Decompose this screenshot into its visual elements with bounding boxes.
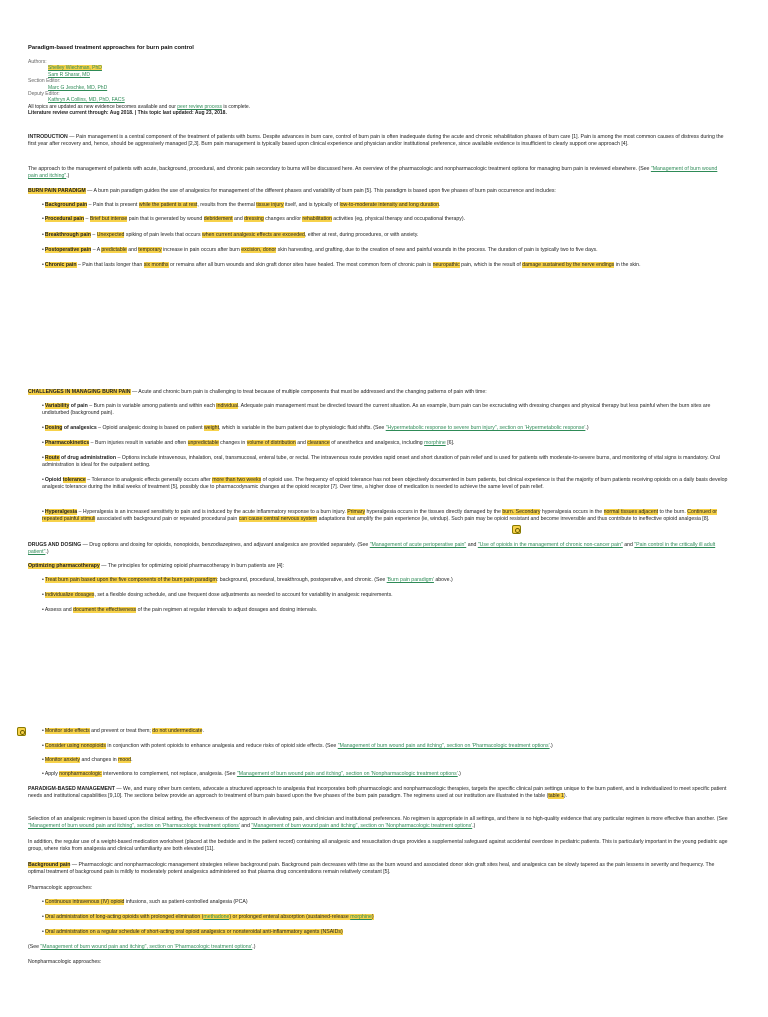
- bullet-monitor-anxiety: • Monitor anxiety and changes in mood.: [42, 757, 728, 764]
- intro-paragraph: INTRODUCTION — Pain management is a central component of the treatment of patients with burns. Despite advances in burn care, control of burn pain is often inadequate during the acute and chronic rehabilitation phases of burn care [1]. Pain is among the most common causes of distress during the first year after recovery and, hence, should be aggressively managed [2,3]. Burn pain management is typically based upon clinical experience and physician and/or institutional preference, since available evidence is insufficient to clearly support one approach [4].: [28, 134, 724, 148]
- bullet-nonpharmacologic: • Apply nonpharmacologic interventions to complement, not replace, analgesia. (See "Management of burn wound pain and itching", section on 'Nonpharmacologic treatment options'.): [42, 771, 728, 778]
- bullet-background-pain: • Background pain – Pain that is present while the patient is at rest, results from the thermal tissue injury itself, and is typically of low-to-moderate intensity and long duration.: [42, 202, 728, 209]
- bullet-long-acting: • Oral administration of long-acting opioids with prolonged elimination (methadone) or prolonged enteral absorption (sustained-release morphine): [42, 914, 728, 921]
- bullet-variability: • Variability of pain – Burn pain is variable among patients and within each individual. Adequate pain management must be directed toward the current situation. As an example, burn pain can be excruciating with dressing changes and physical therapy but less painful when the burn sites are undisturbed (background pain).: [42, 403, 728, 417]
- methadone-link[interactable]: methadone: [203, 914, 230, 920]
- deputy-editor-label: Deputy Editor:: [28, 91, 60, 98]
- intro-paragraph-2: The approach to the management of patients with acute, background, procedural, and chronic pain secondary to burns will be discussed here. An overview of the pharmacologic and nonpharmacologic treatment options for managing burn pain is reviewed elsewhere. (See "Management of burn wound pain and itching".): [28, 166, 718, 180]
- hypermetabolic-link[interactable]: "Hypermetabolic response to severe burn injury", section on 'Hypermetabolic response': [385, 425, 586, 431]
- pharmacologic-options-link-3[interactable]: "Management of burn wound pain and itching", section on 'Pharmacologic treatment options': [40, 944, 253, 950]
- morphine-link[interactable]: morphine: [424, 440, 446, 446]
- bullet-nonopioids: • Consider using nonopioids in conjunction with potent opioids to enhance analgesia and reduce risks of opioid side effects. (See "Management of burn wound pain and itching", section on 'Pharmacologic treatment options'.): [42, 743, 728, 750]
- morphine-link-2[interactable]: morphine: [350, 914, 372, 920]
- article-meta: [28, 59, 728, 117]
- review-line: Literature review current through: Aug 2018. | This topic last updated: Aug 23, 2018.: [28, 110, 227, 117]
- bullet-hyperalgesia: • Hyperalgesia – Hyperalgesia is an increased sensitivity to pain and is induced by the acute inflammatory response to a burn injury. Primary hyperalgesia occurs in the tissues directly damaged by the burn. Secondary hyperalgesia occurs in the normal tissues adjacent to the burn. Continued or repeated painful stimuli associated with background pain or repeated procedural pain can cause central nervous system adaptations that amplify the pain experience (ie, windup). Such pain may be opioid resistant and become irreversible and thus contribute to ineffective opioid analgesia [8].: [42, 509, 728, 523]
- perioperative-pain-link[interactable]: "Management of acute perioperative pain": [369, 542, 467, 548]
- pharmacologic-options-link[interactable]: "Management of burn wound pain and itching", section on 'Pharmacologic treatment options': [337, 743, 550, 749]
- drugs-paragraph: DRUGS AND DOSING — Drug options and dosing for opioids, nonopioids, benzodiazepines, and adjuvant analgesics are provided separately. (See "Management of acute perioperative pain" and "Use of opioids in the management of chronic non-cancer pain" and "Pain control in the critically ill adult patient".): [28, 542, 716, 556]
- bullet-assess: • Assess and document the effectiveness of the pain regimen at regular intervals to adjust dosages and dosing intervals.: [42, 607, 728, 614]
- nonpharmacologic-approaches-label: Nonpharmacologic approaches:: [28, 959, 102, 965]
- bullet-individualize: • Individualize dosages, set a flexible dosing schedule, and use frequent dose adjustments as needed to account for variability in analgesic requirements.: [42, 592, 728, 599]
- burn-pain-paradigm-link[interactable]: 'Burn pain paradigm': [386, 577, 434, 583]
- bullet-treat-paradigm: • Treat burn pain based upon the five components of the burn pain paradigm: background, procedural, breakthrough, postoperative, and chronic. (See 'Burn pain paradigm' above.): [42, 577, 728, 584]
- burn-pain-link[interactable]: "Management of burn wound pain and itching": [28, 166, 718, 180]
- sticky-note-icon[interactable]: [17, 727, 26, 736]
- article-title: Paradigm-based treatment approaches for burn pain control: [28, 45, 194, 51]
- bullet-continuous-iv: • Continuous intravenous (IV) opioid infusions, such as patient-controlled analgesia (PCA): [42, 899, 728, 906]
- nonpharmacologic-options-link[interactable]: "Management of burn wound pain and itching", section on 'Nonpharmacologic treatment options': [236, 771, 458, 777]
- bullet-dosing: • Dosing of analgesics – Opioid analgesic dosing is based on patient weight, which is variable in the burn patient due to physiologic fluid shifts. (See "Hypermetabolic response to severe burn injury", section on 'Hypermetabolic response'.): [42, 425, 728, 432]
- bullet-postoperative-pain: • Postoperative pain – A predictable and temporary increase in pain occurs after burn excision, donor skin harvesting, and grafting, due to the creation of new and painful wounds in the process. The duration of pain is typically two to five days.: [42, 247, 728, 254]
- bullet-opioid-tolerance: • Opioid tolerance – Tolerance to analgesic effects generally occurs after more than two weeks of opioid use. The frequency of opioid tolerance has not been objectively documented in burn patients, but clinical experience is that the majority of burn patients receiving opioids on a daily basis develop analgesic tolerance during the initial weeks of treatment [5], possibly due to pharmacodynamic changes at the opioid receptor [7]. Over time, a higher dose of medication is needed to achieve the same level of pain relief.: [42, 477, 728, 491]
- critically-ill-link[interactable]: "Pain control in the critically ill adult patient": [28, 542, 716, 556]
- bullet-pharmacokinetics: • Pharmacokinetics – Burn injuries result in variable and often unpredictable changes in volume of distribution and clearance of anesthetics and analgesics, including morphine [6].: [42, 440, 728, 447]
- section-editor-link[interactable]: Marc G Jeschke, MD, PhD: [48, 84, 108, 91]
- pharmacologic-options-link-2[interactable]: "Management of burn wound pain and itching", section on 'Pharmacologic treatment options': [28, 823, 240, 830]
- deputy-editor-link[interactable]: Kathryn A Collins, MD, PhD, FACS: [48, 97, 125, 104]
- see-also-line: (See "Management of burn wound pain and itching", section on 'Pharmacologic treatment options'.): [28, 944, 256, 950]
- author-link-2[interactable]: Sam R Sharar, MD: [48, 71, 90, 78]
- bullet-breakthrough-pain: • Breakthrough pain – Unexpected spiking of pain levels that occurs when current analgesic effects are exceeded, either at rest, during procedures, or with anxiety.: [42, 232, 728, 239]
- bullet-procedural-pain: • Procedural pain – Brief but intense pain that is generated by wound debridement and dressing changes and/or rehabilitation activities (eg, physical therapy and occupational therapy).: [42, 216, 728, 223]
- sticky-note-icon[interactable]: [512, 525, 521, 534]
- challenges-paragraph: CHALLENGES IN MANAGING BURN PAIN — Acute and chronic burn pain is challenging to treat because of multiple components that must be addressed and the changing patterns of pain with time:: [28, 389, 487, 395]
- worksheet-paragraph: In addition, the regular use of a weight-based medication worksheet (placed at the bedside and in the patient record) containing all analgesic and resuscitation drugs provides a supplemental safeguard against accidental overdose in pediatric patients. This is particularly important in the young pediatric age group, where risks from analgesia and clinical unfamiliarity are both elevated [11].: [28, 839, 728, 853]
- nonpharmacologic-options-link-2[interactable]: "Management of burn wound pain and itching", section on 'Nonpharmacologic treatment options': [251, 823, 473, 830]
- bullet-route: • Route of drug administration – Options include intravenous, inhalation, oral, transmucosal, enteral tube, or rectal. The intravenous route provides rapid onset and short duration of pain relief and is used for patients with moderate-to-severe burns, and monitoring of vital signs is mandatory. Oral administration is ideal for the outpatient setting.: [42, 455, 728, 469]
- bullet-short-acting: • Oral administration on a regular schedule of short-acting oral opioid analgesics or nonsteroidal anti-inflammatory agents (NSAIDs): [42, 929, 728, 936]
- peer-review-link[interactable]: peer review process: [177, 103, 223, 110]
- optimizing-paragraph: Optimizing pharmacotherapy — The principles for optimizing opioid pharmacotherapy in burn patients are [4]:: [28, 563, 284, 569]
- background-pain-paragraph: Background pain — Pharmacologic and nonpharmacologic management strategies relieve background pain. Background pain decreases with time as the burn wound and associated donor skin graft sites heal, and analgesics can be slowly tapered as the pain lessens in severity and frequency. The optimal treatment of background pain is mildly to moderately potent analgesics administered so that plasma drug concentrations remain relatively constant [5].: [28, 862, 715, 876]
- paradigm-paragraph: BURN PAIN PARADIGM — A burn pain paradigm guides the use of analgesics for management of the different phases and variability of burn pain [5]. This paradigm is based upon five phases of burn pain occurrence and includes:: [28, 188, 556, 194]
- pharmacologic-approaches-label: Pharmacologic approaches:: [28, 885, 93, 891]
- author-link-1[interactable]: Shelley Wiechman, PhD: [48, 65, 102, 72]
- authors-label: Authors:: [28, 59, 47, 65]
- update-notice: All topics are updated as new evidence becomes available and our peer review process is complete.: [28, 103, 251, 110]
- selection-paragraph: Selection of an analgesic regimen is based upon the clinical setting, the effectiveness of the approach in alleviating pain, and clinician and institutional preferences. No regimen is appropriate in all settings, and there is no high-quality evidence that any particular regimen is more effective than another. (See "Management of burn wound pain and itching", section on 'Pharmacologic treatment options' and "Management of burn wound pain and itching", section on 'Nonpharmacologic treatment options'.): [28, 816, 728, 830]
- bullet-monitor-side-effects: • Monitor side effects and prevent or treat them; do not undermedicate.: [42, 728, 728, 735]
- paradigm-based-management-paragraph: PARADIGM-BASED MANAGEMENT — We, and many other burn centers, advocate a structured approach to analgesia that incorporates both pharmacologic and nonpharmacologic therapies, targets the specific clinical pain settings unique to the burn patient, and is individualized to meet specific patient needs and institutional capabilities [9,10]. The sections below provide an approach to treatment of burn pain based upon the five phases of the burn pain paradigm. The regimens used at our institution are illustrated in the table (table 1).: [28, 786, 727, 800]
- opioids-chronic-pain-link[interactable]: "Use of opioids in the management of chronic non-cancer pain": [477, 542, 623, 548]
- section-editor-label: Section Editor:: [28, 78, 61, 85]
- bullet-chronic-pain: • Chronic pain – Pain that lasts longer than six months or remains after all burn wounds and skin graft donor sites have healed. The most common form of chronic pain is neuropathic pain, which is the result of damage sustained by the nerve endings in the skin.: [42, 262, 728, 269]
